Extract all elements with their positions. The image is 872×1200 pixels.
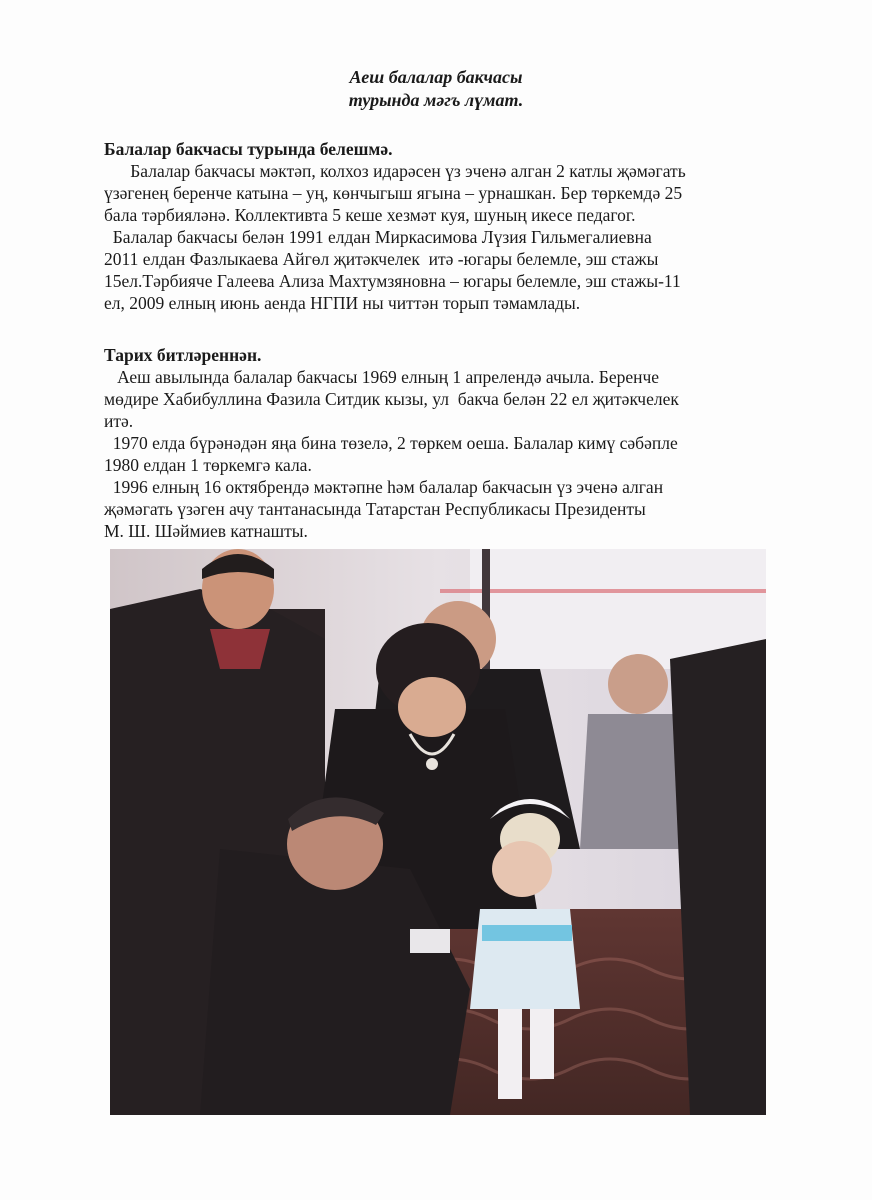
ceremony-photo — [110, 549, 766, 1115]
about-line-3: бала тәрбияләнә. Коллективта 5 кеше хезмәт куя, шуның икесе педагог. — [104, 205, 636, 225]
about-line-7: ел, 2009 елның июнь аенда НГПИ ны читтән торып тәмамлады. — [104, 293, 581, 313]
section-heading-history: Тарих битләреннән. — [104, 345, 262, 365]
document-title — [0, 66, 872, 112]
history-line-4: 1970 елда бүрәнәдән яңа бина төзелә, 2 төркем оеша. Балалар кимү сәбәпле — [104, 433, 678, 453]
title-line-2: турында мәгъ лүмат. — [348, 90, 524, 110]
section-heading-about: Балалар бакчасы турында белешмә. — [104, 139, 393, 159]
about-line-4: Балалар бакчасы белән 1991 елдан Миркасимова Лүзия Гильмегалиевна — [104, 227, 652, 247]
about-line-5: 2011 елдан Фазлыкаева Айгөл җитәкчелек итә -югары белемле, эш стажы — [104, 249, 659, 269]
title-line-1: Аеш балалар бакчасы — [349, 67, 523, 87]
about-line-6: 15ел.Тәрбияче Галеева Ализа Махтумзяновна – югары белемле, эш стажы-11 — [104, 271, 681, 291]
history-line-2: мөдире Хабибуллина Фазила Ситдик кызы, ул бакча белән 22 ел җитәкчелек — [104, 389, 679, 409]
section-about — [104, 138, 784, 314]
history-line-8: М. Ш. Шәймиев катнашты. — [104, 521, 308, 541]
section-history — [104, 344, 784, 542]
photograph-ceremony-icon — [110, 549, 766, 1115]
history-line-3: итә. — [104, 411, 134, 431]
about-line-2: үзәгенең беренче катына – уң, көнчыгыш ягына – урнашкан. Бер төркемдә 25 — [104, 183, 683, 203]
history-line-5: 1980 елдан 1 төркемгә кала. — [104, 455, 312, 475]
about-line-1: Балалар бакчасы мәктәп, колхоз идарәсен үз эченә алган 2 катлы җәмәгать — [104, 161, 686, 181]
history-line-1: Аеш авылында балалар бакчасы 1969 елның 1 апрелендә ачыла. Беренче — [104, 367, 660, 387]
history-line-7: җәмәгать үзәген ачу тантанасында Татарстан Республикасы Президенты — [104, 499, 646, 519]
history-line-6: 1996 елның 16 октябрендә мәктәпне һәм балалар бакчасын үз эченә алган — [104, 477, 664, 497]
